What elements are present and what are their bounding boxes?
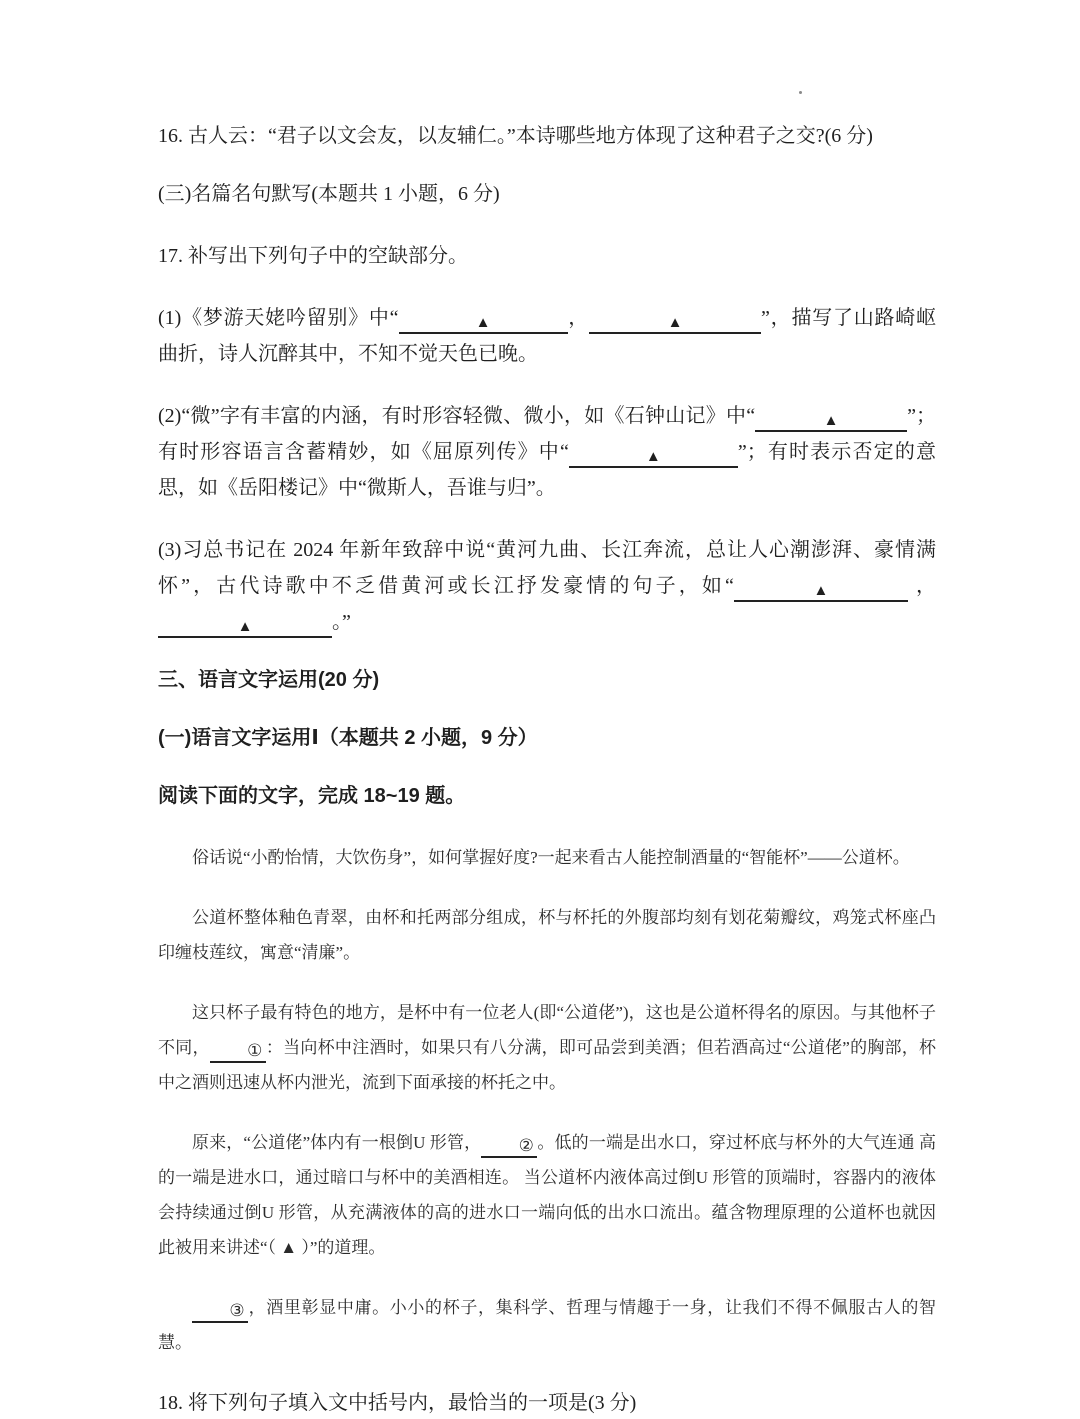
numbered-answer-blank: ② (481, 1136, 537, 1158)
answer-blank: ▲ (569, 449, 738, 468)
answer-blank: ▲ (589, 315, 761, 334)
answer-blank: ▲ (399, 315, 568, 334)
question-16: 16. 古人云：“君子以文会友，以友辅仁。”本诗哪些地方体现了这种君子之交?(6 分) (158, 125, 873, 147)
section-heading-famous-passages: (三)名篇名句默写(本题共 1 小题，6 分) (158, 183, 500, 205)
reading-instruction: 阅读下面的文字，完成 18~19 题。 (158, 785, 466, 807)
question-17-item-1: (1)《梦游天姥吟留别》中“ ▲ ， ▲ ”，描写了山路崎岖曲折，诗人沉醉其中，不知不觉天色已晚。 (158, 307, 936, 365)
passage-paragraph-5: ③ ，酒里彰显中庸。小小的杯子，集科学、哲理与情趣于一身，让我们不得不佩服古人的智慧。 (158, 1298, 936, 1352)
numbered-answer-blank: ① (210, 1041, 266, 1063)
question-17-item-2: (2)“微”字有丰富的内涵，有时形容轻微、微小，如《石钟山记》中“ ▲ ”；有时形容语言含蓄精妙，如《屈原列传》中“ ▲ ”；有时表示否定的意思，如《岳阳楼记》中“微斯人，吾谁与归”。 (158, 405, 936, 499)
question-17-stem: 17. 补写出下列句子中的空缺部分。 (158, 245, 468, 267)
passage-paragraph-4: 原来，“公道佬”体内有一根倒U 形管， ② 。低的一端是出水口，穿过杯底与杯外的大气连通 高的一端是进水口，通过暗口与杯中的美酒相连。 当公道杯内液体高过倒U 形管的顶端时，容器内的液体会持续通过倒U 形管，从充满液体的高的进水口一端向低的出水口流出。蕴含物理原理的公道杯也就因此被用来讲述“（ ▲ ）”的道理。 (158, 1133, 936, 1257)
scan-artifact-dot (799, 91, 802, 94)
section-heading-language-use: 三、语言文字运用(20 分) (158, 669, 380, 691)
numbered-answer-blank: ③ (192, 1301, 248, 1323)
answer-blank: ▲ (734, 583, 908, 602)
passage-paragraph-1: 俗话说“小酌怡情，大饮伤身”，如何掌握好度?一起来看古人能控制酒量的“智能杯”——公道杯。 (192, 848, 910, 867)
passage-paragraph-3: 这只杯子最有特色的地方，是杯中有一位老人(即“公道佬”)，这也是公道杯得名的原因。与其他杯子不同， ① ：当向杯中注酒时，如果只有八分满，即可品尝到美酒；但若酒高过“公道佬”的胸部，杯中之酒则迅速从杯内泄光，流到下面承接的杯托之中。 (158, 1003, 937, 1092)
question-18-stem: 18. 将下列句子填入文中括号内，最恰当的一项是(3 分) (158, 1392, 637, 1414)
subsection-heading-language-use-1: (一)语言文字运用Ⅰ（本题共 2 小题，9 分） (158, 727, 538, 749)
exam-content (158, 118, 936, 1419)
answer-blank: ▲ (755, 413, 907, 432)
question-17-item-3: (3)习总书记在 2024 年新年致辞中说“黄河九曲、长江奔流，总让人心潮澎湃、豪情满怀”，古代诗歌中不乏借黄河或长江抒发豪情的句子，如“ ▲ ，▲ 。” (158, 532, 936, 640)
answer-blank: ▲ (158, 619, 332, 638)
passage-paragraph-2: 公道杯整体釉色青翠，由杯和托两部分组成，杯与杯托的外腹部均刻有划花菊瓣纹，鸡笼式杯座凸印缠枝莲纹，寓意“清廉”。 (158, 908, 936, 962)
